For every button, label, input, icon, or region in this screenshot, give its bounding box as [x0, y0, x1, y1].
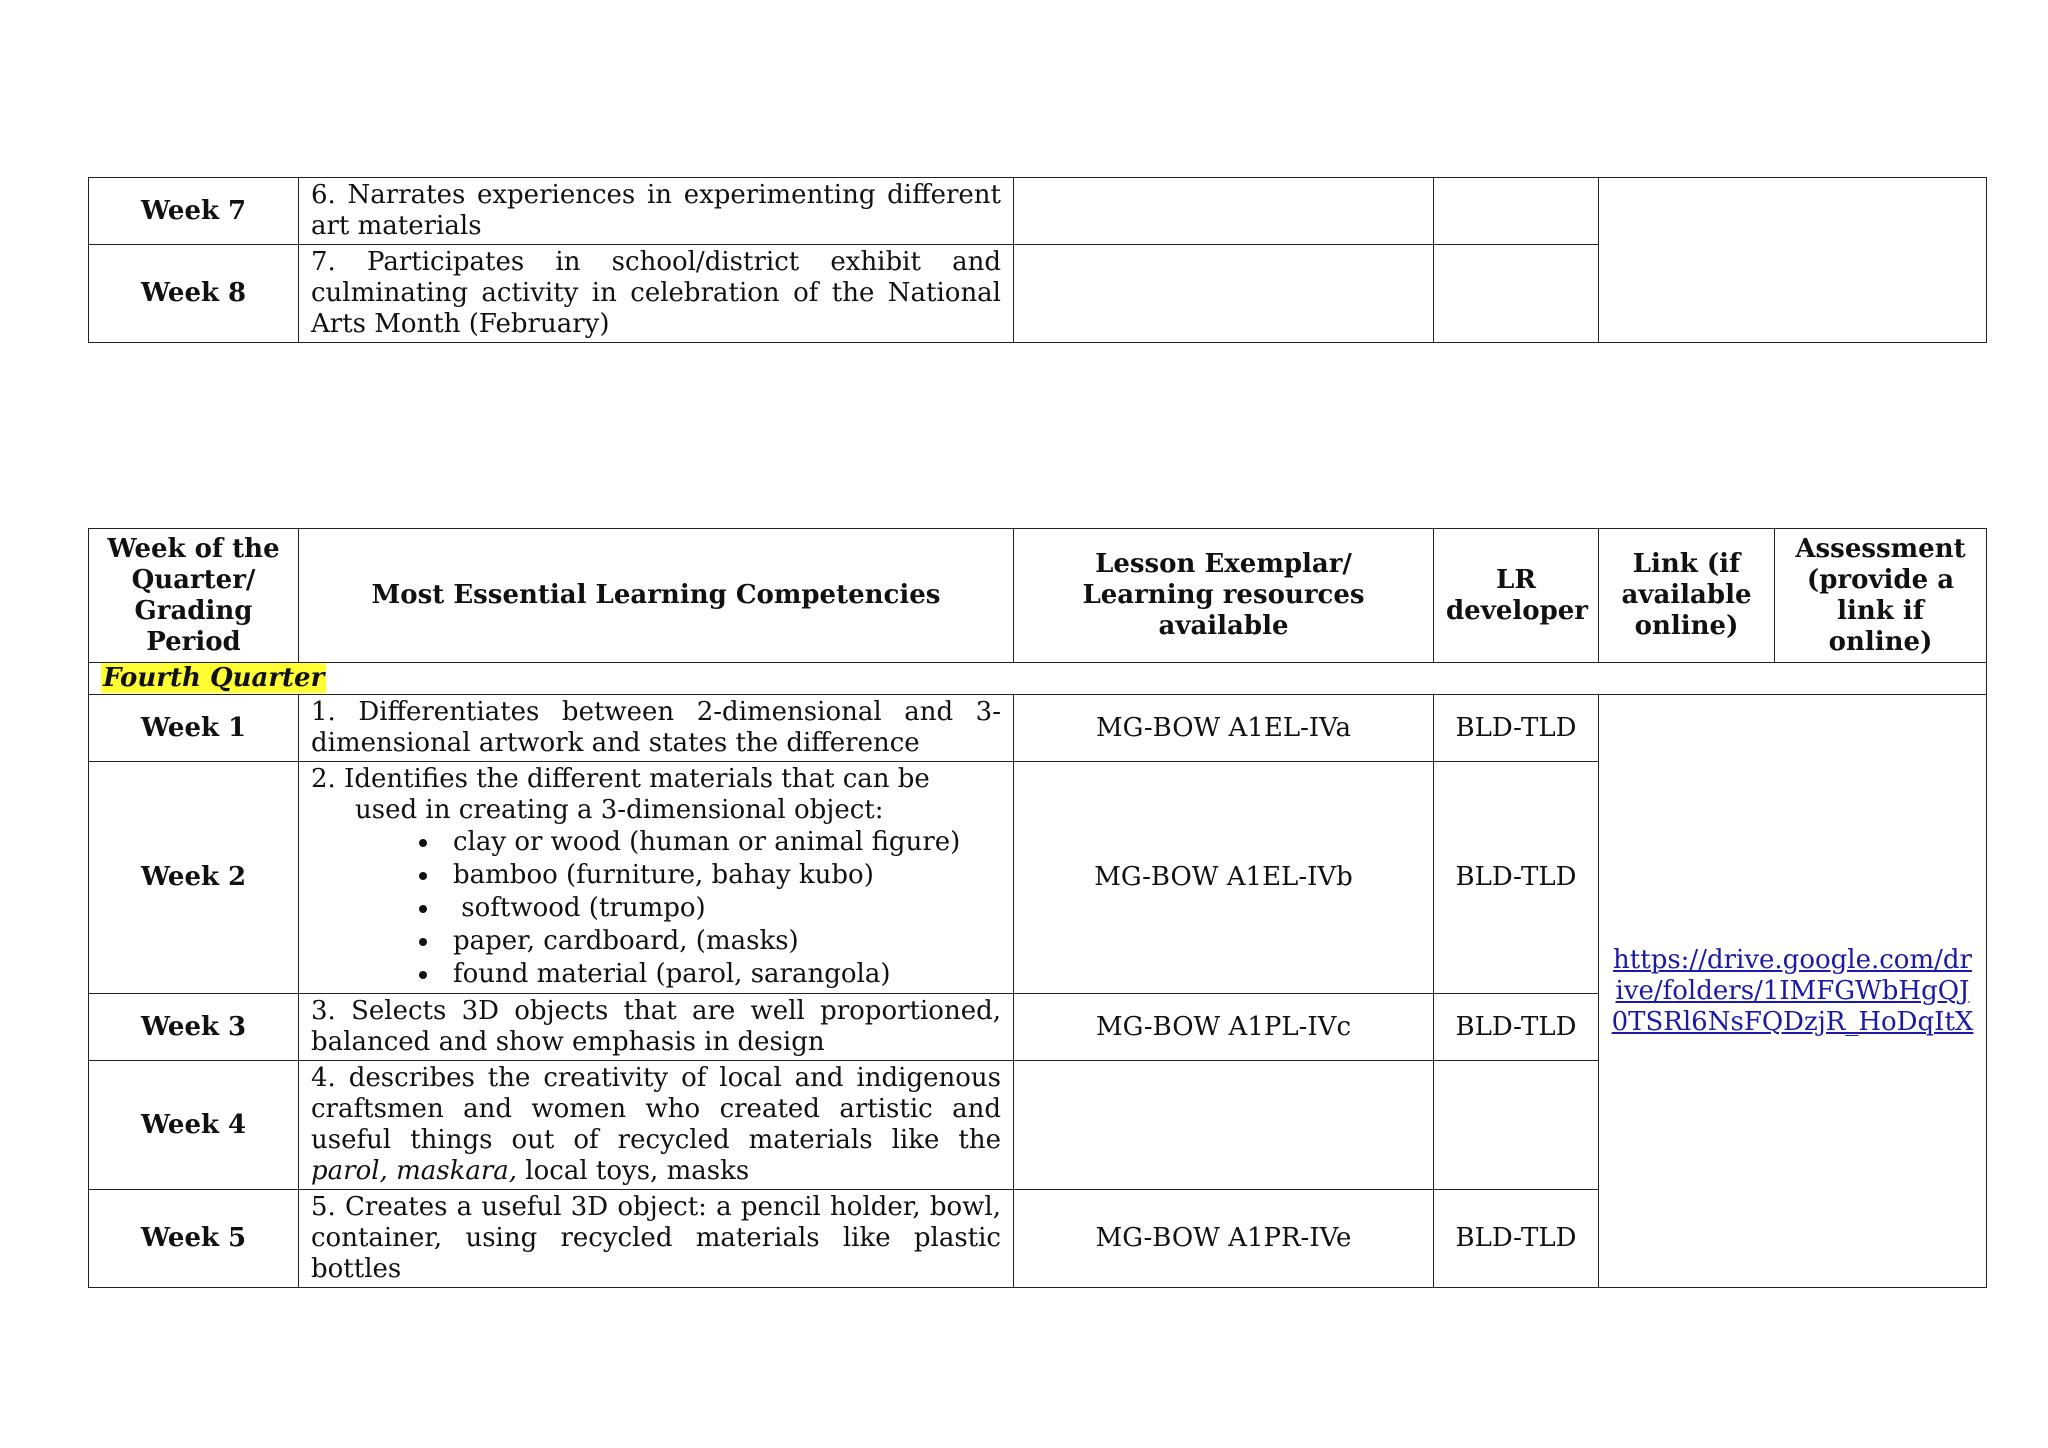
exemplar-cell: [1014, 245, 1434, 343]
table-row: [89, 695, 1987, 762]
materials-list: [311, 826, 1001, 991]
exemplar-cell: [1014, 1061, 1434, 1190]
header-week: Week of the Quarter/ Grading Period: [89, 529, 299, 663]
exemplar-cell: MG-BOW A1PL-IVc: [1014, 994, 1434, 1061]
quarter-label: Fourth Quarter: [103, 663, 325, 693]
developer-cell: BLD-TLD: [1434, 695, 1599, 762]
link-cell: [1599, 178, 1987, 343]
developer-cell: [1434, 245, 1599, 343]
competency-text-end: local toys, masks: [517, 1156, 750, 1186]
table-row: [89, 178, 1987, 245]
link-cell: [1599, 695, 1987, 1288]
header-developer: LR developer: [1434, 529, 1599, 663]
competency-cell: 3. Selects 3D objects that are well proportioned, balanced and show emphasis in design: [299, 994, 1014, 1061]
competency-cell: 7. Participates in school/district exhibit and culminating activity in celebration of the National Arts Month (February): [299, 245, 1014, 343]
competency-cell: 5. Creates a useful 3D object: a pencil holder, bowl, container, using recycled materials like plastic bottles: [299, 1190, 1014, 1288]
developer-cell: [1434, 178, 1599, 245]
main-table: [88, 528, 1987, 1288]
header-competency: Most Essential Learning Competencies: [299, 529, 1014, 663]
week-label: Week 8: [89, 245, 299, 343]
resource-link[interactable]: https://drive.google.com/drive/folders/1IMFGWbHgQJ0TSRl6NsFQDzjR_HoDqItX: [1611, 944, 1974, 1037]
competency-intro: 2. Identifies the different materials that can be: [311, 764, 930, 794]
header-exemplar: Lesson Exemplar/ Learning resources available: [1014, 529, 1434, 663]
week-label: Week 7: [89, 178, 299, 245]
quarter-row: [89, 663, 1987, 695]
list-item: • clay or wood (human or animal figure): [441, 826, 1001, 859]
developer-cell: [1434, 1061, 1599, 1190]
list-item: • bamboo (furniture, bahay kubo): [441, 859, 1001, 892]
competency-cell: [299, 762, 1014, 994]
exemplar-cell: MG-BOW A1PR-IVe: [1014, 1190, 1434, 1288]
list-item: • paper, cardboard, (masks): [441, 925, 1001, 958]
competency-cell: [299, 1061, 1014, 1190]
week-label: Week 1: [89, 695, 299, 762]
exemplar-cell: MG-BOW A1EL-IVb: [1014, 762, 1434, 994]
competency-text: 4. describes the creativity of local and indigenous craftsmen and women who created artistic and useful things out of recycled materials like the: [311, 1063, 1001, 1155]
competency-cell: 6. Narrates experiences in experimenting different art materials: [299, 178, 1014, 245]
week-label: Week 4: [89, 1061, 299, 1190]
week-label: Week 3: [89, 994, 299, 1061]
developer-cell: BLD-TLD: [1434, 762, 1599, 994]
exemplar-cell: [1014, 178, 1434, 245]
top-table: [88, 177, 1987, 343]
competency-italic: parol, maskara,: [311, 1156, 518, 1186]
competency-intro-continued: used in creating a 3-dimensional object:: [355, 795, 884, 825]
header-row: [89, 529, 1987, 663]
week-label: Week 2: [89, 762, 299, 994]
developer-cell: BLD-TLD: [1434, 1190, 1599, 1288]
developer-cell: BLD-TLD: [1434, 994, 1599, 1061]
competency-cell: 1. Differentiates between 2-dimensional and 3-dimensional artwork and states the difference: [299, 695, 1014, 762]
exemplar-cell: MG-BOW A1EL-IVa: [1014, 695, 1434, 762]
header-link: Link (if available online): [1599, 529, 1775, 663]
header-assessment: Assessment (provide a link if online): [1775, 529, 1987, 663]
week-label: Week 5: [89, 1190, 299, 1288]
list-item: • found material (parol, sarangola): [441, 958, 1001, 991]
list-item: • softwood (trumpo): [441, 892, 1001, 925]
